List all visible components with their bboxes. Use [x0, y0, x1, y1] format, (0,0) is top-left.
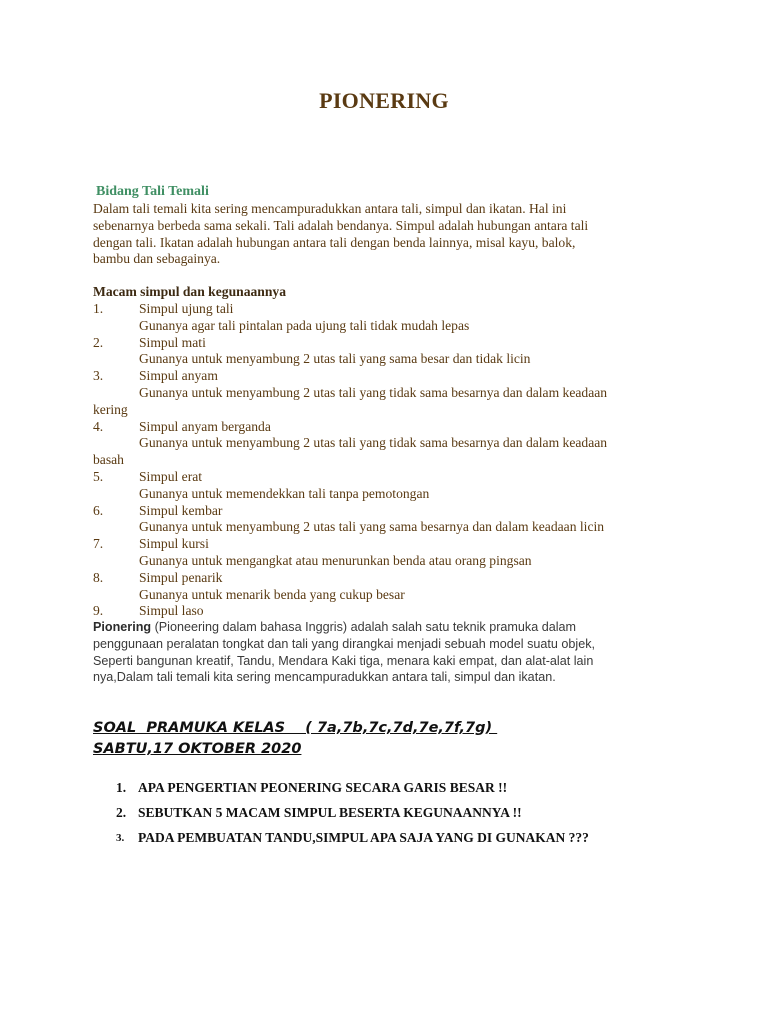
simpul-name: Simpul anyam berganda: [139, 418, 271, 434]
list-item-use: [93, 553, 683, 570]
pionering-line: nya,Dalam tali temali kita sering mencampuradukkan antara tali, simpul dan ikatan.: [93, 670, 556, 685]
simpul-use-wrap: basah: [93, 452, 124, 468]
list-number: 2.: [93, 334, 104, 350]
question-text: SEBUTKAN 5 MACAM SIMPUL BESERTA KEGUNAANNYA !!: [138, 805, 522, 820]
simpul-name: Simpul laso: [139, 603, 204, 619]
simpul-use: Gunanya untuk mengangkat atau menurunkan benda atau orang pingsan: [139, 552, 532, 568]
question-text: PADA PEMBUATAN TANDU,SIMPUL APA SAJA YANG DI GUNAKAN ???: [138, 830, 589, 845]
list-number: 3.: [93, 368, 104, 384]
pionering-line: [93, 619, 673, 636]
list-item: [93, 536, 683, 553]
list-item-use: [93, 486, 683, 503]
list-number: 4.: [93, 418, 104, 434]
simpul-list: [93, 301, 683, 620]
list-heading: Macam simpul dan kegunaannya: [93, 284, 287, 299]
list-item: [93, 301, 683, 318]
pionering-paragraph: [93, 619, 673, 686]
simpul-use-wrap: kering: [93, 401, 128, 417]
list-number: 8.: [93, 569, 104, 585]
list-number: 9.: [93, 603, 104, 619]
list-item: [93, 368, 683, 385]
pionering-term: Pionering: [93, 620, 152, 634]
pionering-line: Seperti bangunan kreatif, Tandu, Mendara Kaki tiga, menara kaki empat, dan alat-alat lain: [93, 653, 594, 668]
list-number: 7.: [93, 536, 104, 552]
section-heading: Bidang Tali Temali: [96, 184, 209, 199]
simpul-use: Gunanya untuk menyambung 2 utas tali yang tidak sama besarnya dan dalam keadaan: [139, 435, 608, 451]
list-item: [93, 503, 683, 520]
list-item: [93, 603, 683, 620]
simpul-use: Gunanya agar tali pintalan pada ujung tali tidak mudah lepas: [139, 317, 470, 333]
list-item: [93, 570, 683, 587]
simpul-name: Simpul kursi: [139, 536, 209, 552]
list-item: [93, 419, 683, 436]
list-item-use: [93, 435, 683, 452]
intro-line: Dalam tali temali kita sering mencampuradukkan antara tali, simpul dan ikatan. Hal ini: [93, 201, 567, 216]
simpul-use: Gunanya untuk menarik benda yang cukup besar: [139, 586, 405, 602]
list-item-use: [93, 385, 683, 402]
intro-line: bambu dan sebagainya.: [93, 251, 221, 267]
intro-line: dengan tali. Ikatan adalah hubungan antara tali dengan benda lainnya, misal kayu, balok,: [93, 234, 576, 250]
soal-title: SOAL PRAMUKA KELAS ( 7a,7b,7c,7d,7e,7f,7g): [93, 720, 498, 736]
simpul-use: Gunanya untuk menyambung 2 utas tali yang sama besarnya dan dalam keadaan licin: [139, 519, 605, 535]
list-item-use: [93, 519, 683, 536]
question-text: APA PENGERTIAN PEONERING SECARA GARIS BESAR !!: [138, 780, 508, 795]
simpul-name: Simpul mati: [139, 334, 206, 350]
list-item-use: [93, 318, 683, 335]
list-item-use: [93, 587, 683, 604]
simpul-use: Gunanya untuk memendekkan tali tanpa pemotongan: [139, 485, 430, 501]
list-item-use: [93, 351, 683, 368]
simpul-use: Gunanya untuk menyambung 2 utas tali yang tidak sama besarnya dan dalam keadaan: [139, 384, 608, 400]
simpul-name: Simpul penarik: [139, 569, 223, 585]
question-number: 1.: [116, 780, 127, 795]
list-number: 5.: [93, 468, 104, 484]
simpul-name: Simpul erat: [139, 468, 203, 484]
simpul-name: Simpul anyam: [139, 368, 218, 384]
intro-line: sebenarnya berbeda sama sekali. Tali adalah bendanya. Simpul adalah hubungan antara tali: [93, 217, 589, 233]
pionering-line: penggunaan peralatan tongkat dan tali yang dirangkai menjadi sebuah model suatu objek,: [93, 636, 596, 651]
list-number: 1.: [93, 301, 104, 316]
question-number: 3.: [116, 832, 125, 844]
list-item: [93, 469, 683, 486]
simpul-name: Simpul kembar: [139, 502, 223, 518]
simpul-name: Simpul ujung tali: [139, 301, 234, 316]
list-number: 6.: [93, 502, 104, 518]
simpul-use: Gunanya untuk menyambung 2 utas tali yang sama besar dan tidak licin: [139, 351, 531, 367]
page-title: PIONERING: [319, 88, 449, 113]
question-number: 2.: [116, 805, 127, 820]
list-item: [93, 335, 683, 352]
pionering-line-rest: (Pioneering dalam bahasa Inggris) adalah salah satu teknik pramuka dalam: [151, 620, 577, 634]
intro-paragraph: [93, 201, 673, 268]
soal-date: SABTU,17 OKTOBER 2020: [93, 741, 302, 757]
